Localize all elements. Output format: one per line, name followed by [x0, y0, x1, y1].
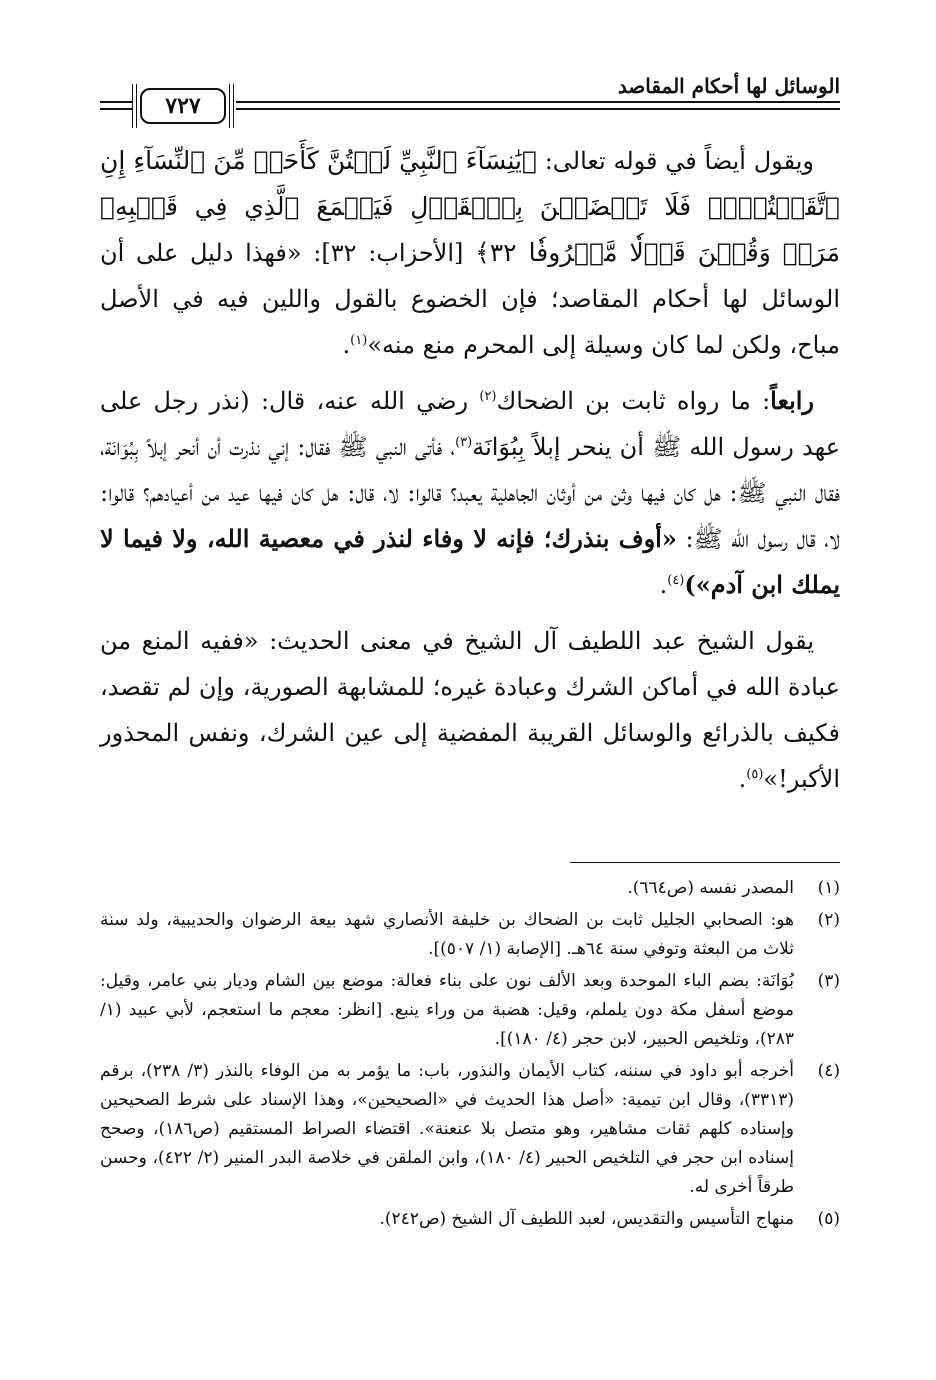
footnote-number: (٣): [817, 971, 840, 991]
footnote-text: أخرجه أبو داود في سننه، كتاب الأيمان والنذور، باب: ما يؤمر به من الوفاء بالنذر (٣/ ٢٣٨)، برقم (٣٣١٣)، وقال ابن تيمية: «أصل هذا الحديث في «الصحيحين»، وهذا الإسناد على شرط الصحيحين وإسناده كلهم ثقات مشاهير، وهو متصل بلا عنعنة». اقتضاء الصراط المستقيم (ص١٨٦)، وصحح إسناده ابن حجر في التلخيص الحبير (٤/ ١٨٠)، وابن الملقن في خلاصة البدر المنير (٢/ ٤٢٢)، وحسن طرقاً أخرى له.: [100, 1061, 794, 1197]
hadith-quote: «أوف بنذرك؛ فإنه لا وفاء لنذر في معصية الله، ولا فيما لا يملك ابن آدم»): [100, 524, 840, 599]
running-title: الوسائل لها أحكام المقاصد: [617, 74, 840, 98]
footnote-separator: [570, 862, 840, 863]
footnote-number: (٤): [817, 1061, 840, 1081]
footnote: [100, 967, 840, 1054]
footnote-ref-1[interactable]: (١): [350, 333, 368, 348]
text-run: رضي الله عنه، قال: (نذر رجل على عهد رسول الله ﷺ أن ينحر إبلاً بِبُوَانَة: [100, 387, 841, 461]
quran-verse: ﴿يَٰنِسَآءَ ٱلنَّبِيِّ لَسۡتُنَّ كَأَحَدٖ مِّنَ ٱلنِّسَآءِ إِنِ ٱتَّقَيۡتُنَّۚ فَلَا تَخۡضَعۡنَ بِٱلۡقَوۡلِ فَيَطۡمَعَ ٱلَّذِي فِي قَلۡبِهِۦ مَرَضٞ وَقُلۡنَ قَوۡلٗا مَّعۡرُوفٗا ٣٢﴾: [100, 146, 840, 267]
text-run: .: [659, 571, 668, 599]
header-rule: [236, 108, 840, 110]
text-run: .: [342, 331, 351, 359]
footnote-ref-3[interactable]: (٣): [455, 435, 473, 450]
footnote-ref-4[interactable]: (٤): [667, 573, 685, 588]
header-rule: [100, 108, 132, 110]
text-run: يقول الشيخ عبد اللطيف آل الشيخ في معنى الحديث: «ففيه المنع من عبادة الله في أماكن الشرك وعبادة غيره؛ للمشابهة الصورية، وإن لم تقصد، فكيف بالذرائع والوسائل القريبة المفضية إلى عين الشرك، ونفس المحذور الأكبر!»: [100, 627, 840, 793]
footnote-number: (٥): [817, 1209, 840, 1229]
section-label: رابعاً: [770, 386, 814, 415]
footnote: [100, 906, 840, 964]
footnote-ref-2[interactable]: (٢): [479, 389, 497, 404]
page-number: ٧٢٧: [165, 93, 201, 119]
text-run: ، فأتى النبي ﷺ فقال: إني نذرت أن أنحر إبلاً بِبُوَانَة، فقال النبي ﷺ: هل كان فيها وثن من أوثان الجاهلية يعبد؟ قالوا: لا، قال: هل كان فيها عيد من أعيادهم؟ قالوا: لا، قال رسول الله ﷺ:: [100, 433, 840, 553]
text-run: .: [738, 765, 747, 793]
header-rule: [236, 101, 840, 103]
paragraph-3: [100, 618, 840, 802]
text-run: ويقول أيضاً في قوله تعالى:: [536, 147, 814, 175]
footnotes: [100, 874, 840, 1237]
paragraph-1: [100, 138, 840, 368]
footnote: [100, 1205, 840, 1234]
footnote-text: هو: الصحابي الجليل ثابت بن الضحاك بن خليفة الأنصاري شهد بيعة الرضوان والحديبية، ولد سنة ثلاث من البعثة وتوفي سنة ٦٤هـ. [الإصابة (١/ ٥٠٧)].: [100, 910, 794, 959]
footnote-text: المصدر نفسه (ص٦٦٤).: [627, 878, 794, 898]
footnote-ref-5[interactable]: (٥): [746, 767, 764, 782]
footnote-number: (١): [817, 878, 840, 898]
main-text: [100, 132, 840, 812]
footnote: [100, 1057, 840, 1202]
text-run: [الأحزاب: ٣٢]: «فهذا دليل على أن الوسائل لها أحكام المقاصد؛ فإن الخضوع بالقول واللين فيه في الأصل مباح، ولكن لما كان وسيلة إلى المحرم منع منه»: [100, 239, 840, 359]
footnote: [100, 874, 840, 903]
page-number-badge: [140, 88, 226, 124]
header-rule: [100, 101, 132, 103]
text-run: : ما رواه ثابت بن الضحاك: [496, 387, 771, 415]
footnote-text: منهاج التأسيس والتقديس، لعبد اللطيف آل الشيخ (ص٢٤٢).: [379, 1209, 794, 1229]
footnote-text: بُوَانَة: بضم الباء الموحدة وبعد الألف نون على بناء فعالة: موضع بين الشام وديار بني عامر، وقيل: موضع أسفل مكة دون يلملم، وقيل: هضبة من وراء ينبع. [انظر: معجم ما استعجم، لأبي عبيد (١/ ٢٨٣)، وتلخيص الحبير، لابن حجر (٤/ ١٨٠)].: [100, 971, 794, 1049]
footnote-number: (٢): [817, 910, 840, 930]
page-header: [100, 72, 840, 124]
paragraph-2: [100, 378, 840, 608]
